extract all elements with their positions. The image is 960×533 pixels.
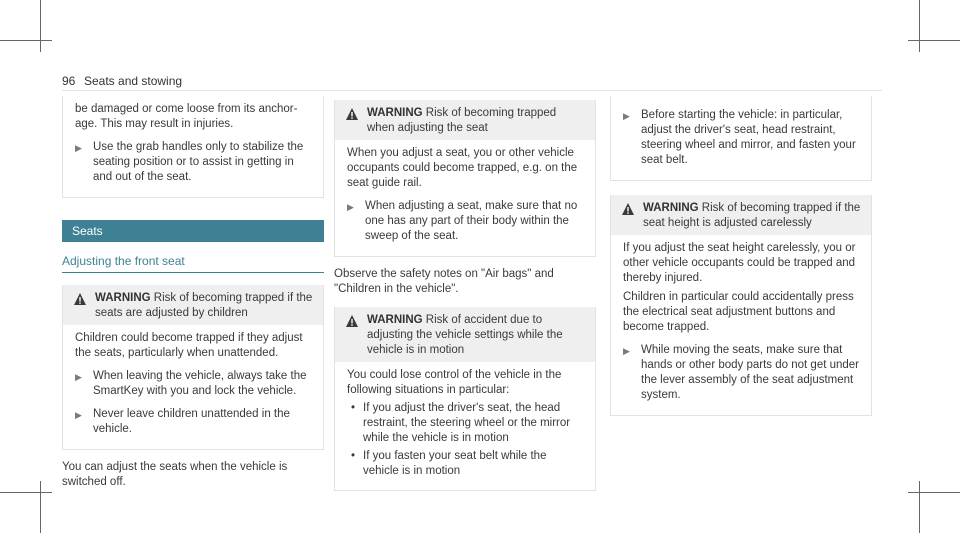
arrow-icon: ▶ [75,143,82,153]
column-1 [62,96,324,490]
step-text: When adjusting a seat, make sure that no one has any part of their body within the sweep of the seat. [365,200,578,242]
warning-triangle-icon [73,292,87,306]
warning-label: WARNING [367,314,423,326]
crop-mark [908,40,960,41]
crop-mark [40,481,41,533]
arrow-icon: ▶ [623,111,630,121]
page-number: 96 [62,74,76,88]
warning-body: Children in particular could accidentally press the electrical seat adjustment buttons and become trapped. [623,291,854,333]
arrow-icon: ▶ [75,372,82,382]
intro-text: be damaged or come loose from its anchor-age. This may result in injuries. [75,103,298,130]
warning-continuation-box [62,96,324,198]
warning-body: If you adjust the seat height carelessly, you or other vehicle occupants could be trapped and thereby injured. [623,242,856,284]
arrow-icon: ▶ [347,202,354,212]
crop-mark [0,40,52,41]
warning-title: Risk of accident due to adjusting the vehicle settings while the vehicle is in motion [367,314,563,356]
crop-mark [919,481,920,533]
step-text: Before starting the vehicle: in particular, adjust the driver's seat, head restraint, steering wheel and mirror, and fasten your seat belt. [641,109,856,166]
step-item [347,199,583,244]
crop-mark [40,0,41,52]
crop-mark [908,492,960,493]
warning-box [610,195,872,416]
warning-body: Children could become trapped if they adjust the seats, particularly when unattended. [75,332,303,359]
step-item [623,108,859,168]
step-text: When leaving the vehicle, always take the SmartKey with you and lock the vehicle. [93,370,307,397]
bullet-text: If you fasten your seat belt while the vehicle is in motion [363,450,547,477]
warning-body: You could lose control of the vehicle in the following situations in particular: [347,369,562,396]
list-item [347,449,583,479]
bullet-text: If you adjust the driver's seat, the head restraint, the steering wheel or the mirror while the vehicle is in motion [363,402,571,444]
closing-text: You can adjust the seats when the vehicle is switched off. [62,461,288,488]
warning-triangle-icon [345,107,359,121]
warning-box [334,100,596,257]
warning-label: WARNING [643,202,699,214]
warning-triangle-icon [345,314,359,328]
bullet-icon: • [351,402,356,414]
section-heading: Seats [62,220,324,242]
step-text: Never leave children unattended in the vehicle. [93,408,290,435]
column-3 [610,96,872,416]
list-item [347,401,583,446]
page-title: Seats and stowing [84,74,183,88]
step-item [75,369,311,399]
crop-mark [0,492,52,493]
header-divider [62,90,882,91]
warning-title: Risk of becoming trapped if the seat height is adjusted carelessly [643,202,861,229]
step-item [75,140,311,185]
subsection-heading: Adjusting the front seat [62,254,324,273]
step-item [75,407,311,437]
arrow-icon: ▶ [623,346,630,356]
warning-body: When you adjust a seat, you or other vehicle occupants could become trapped, e.g. on the seat guide rail. [347,147,578,189]
warning-triangle-icon [621,202,635,216]
warning-label: WARNING [95,292,151,304]
step-text: While moving the seats, make sure that hands or other body parts do not get under the lever assembly of the seat adjustment system. [641,344,860,401]
warning-header [63,285,323,325]
column-2 [334,100,596,491]
warning-continuation-box [610,96,872,181]
step-item [623,343,859,403]
warning-box [334,307,596,491]
crop-mark [919,0,920,52]
warning-header [611,195,871,235]
arrow-icon: ▶ [75,410,82,420]
warning-label: WARNING [367,107,423,119]
bullet-icon: • [351,450,356,462]
warning-title: Risk of becoming trapped if the seats are adjusted by children [95,292,313,319]
warning-box [62,285,324,450]
warning-header [335,100,595,140]
observe-text: Observe the safety notes on "Air bags" and "Children in the vehicle". [334,268,554,295]
step-text: Use the grab handles only to stabilize the seating position or to assist in getting in and out of the seat. [93,141,304,183]
warning-header [335,307,595,362]
warning-title: Risk of becoming trapped when adjusting the seat [367,107,557,134]
